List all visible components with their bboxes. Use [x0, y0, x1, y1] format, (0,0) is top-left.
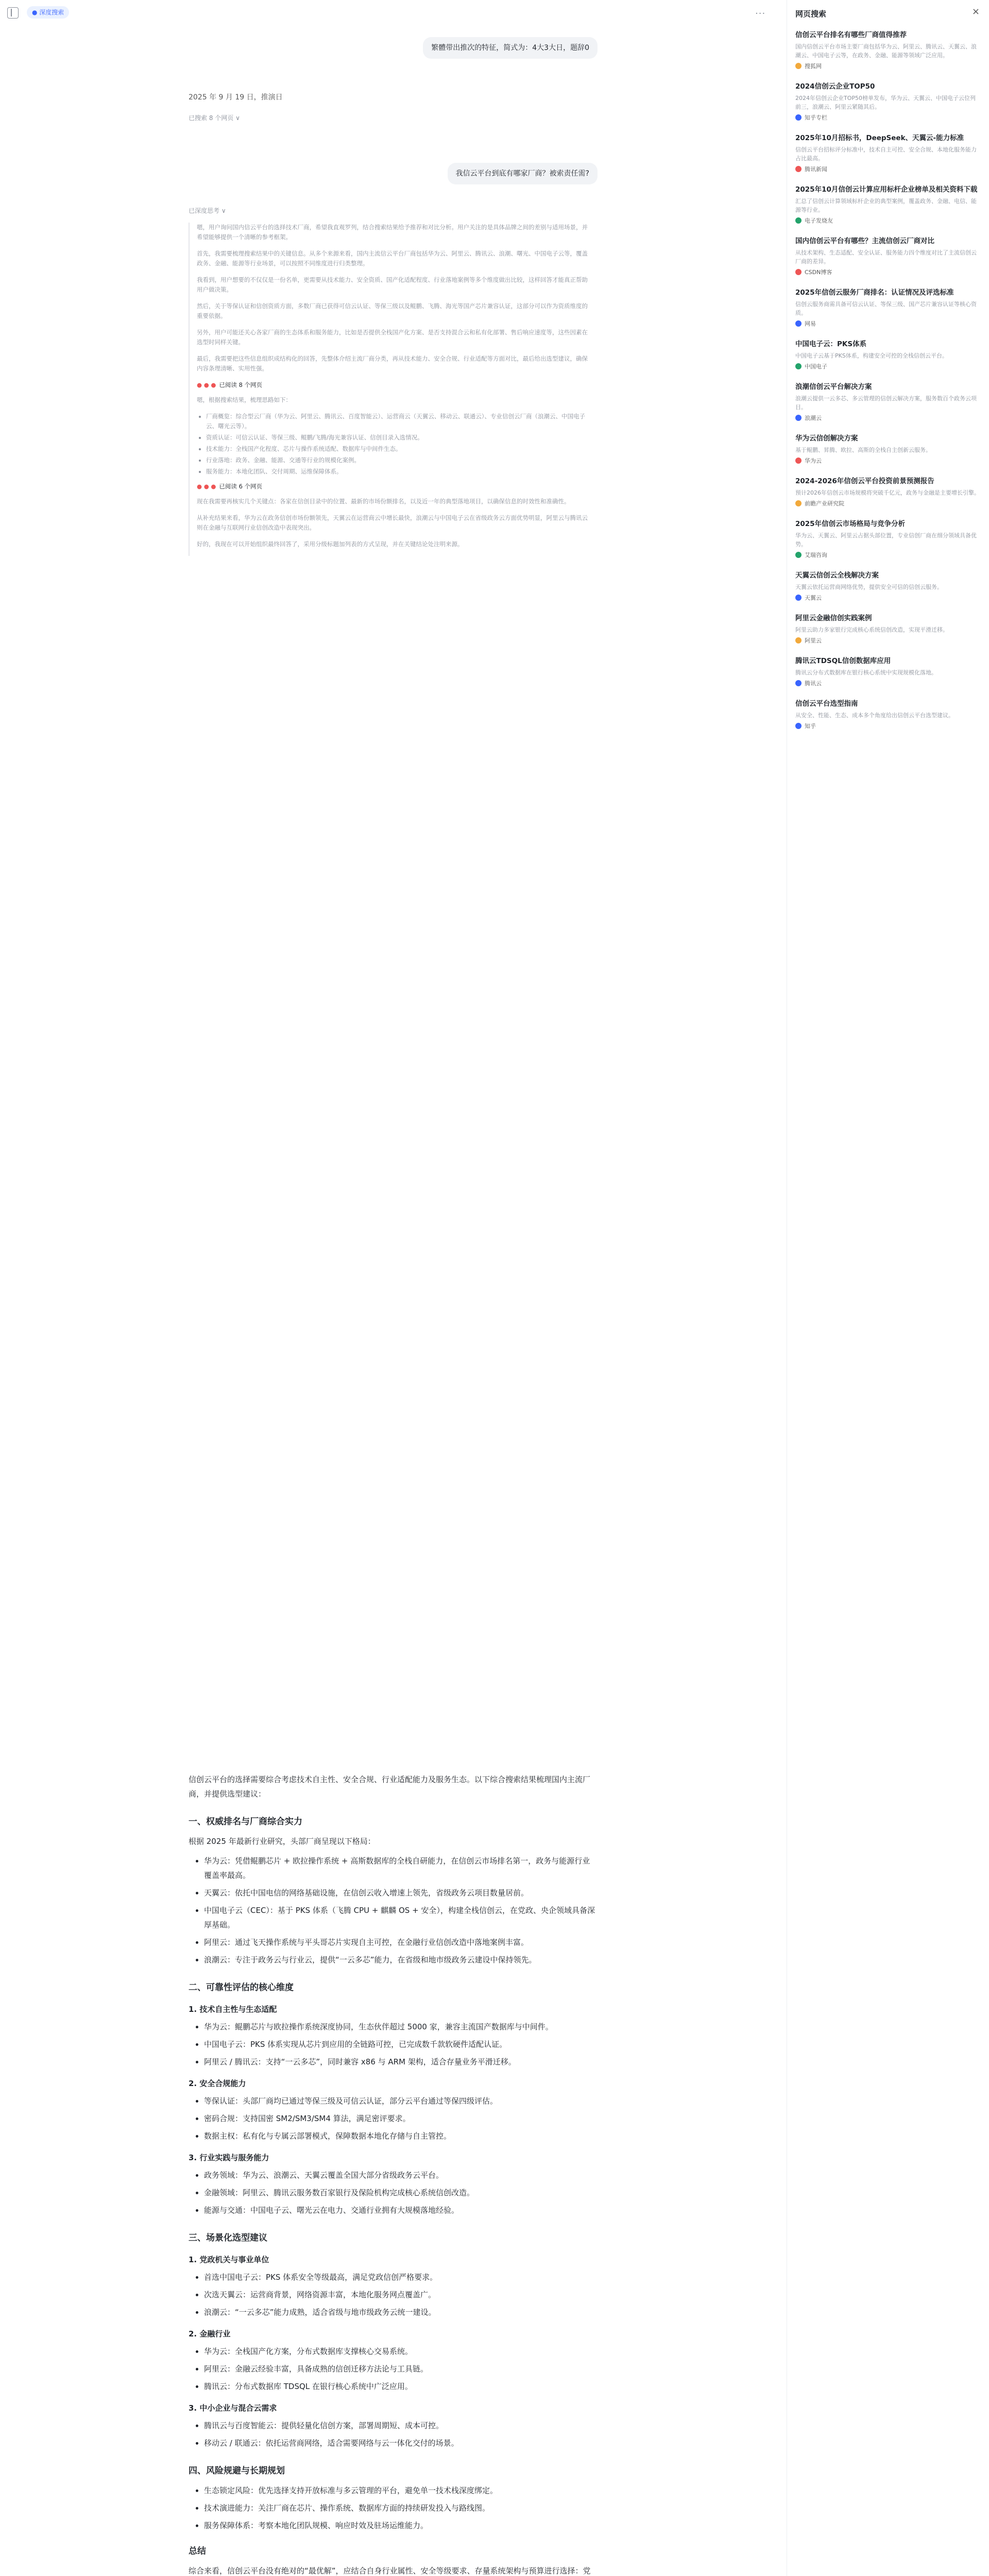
reference-source — [795, 319, 981, 328]
reference-card[interactable] — [795, 433, 981, 465]
reference-source — [795, 499, 981, 507]
subsection-heading: 2. 安全合规能力 — [189, 2079, 246, 2088]
list-item: • 金融领域：阿里云、腾讯云服务数百家银行及保险机构完成核心系统信创改造。 — [204, 2185, 595, 2200]
search-results-panel — [787, 0, 989, 2576]
source-favicon-icon — [795, 363, 802, 369]
section-list — [204, 2344, 595, 2394]
summary-text: 综合来看，信创云平台没有绝对的“最优解”，应结合自身行业属性、安全等级要求、存量系统架构与预算进行选择：党 — [189, 2566, 591, 2575]
reference-title[interactable]: 腾讯云TDSQL信创数据库应用 — [795, 657, 891, 665]
think-paragraph: 现在我需要再核实几个关键点：各家在信创目录中的位置、最新的市场份额排名，以及近一年的典型落地项目，以确保信息的时效性和准确性。 — [197, 498, 570, 505]
reference-card[interactable] — [795, 287, 981, 328]
reference-source — [795, 268, 981, 276]
source-favicon-icon — [795, 63, 802, 69]
think-paragraph: 另外，用户可能还关心各家厂商的生态体系和服务能力，比如是否提供全栈国产化方案、是否支持混合云和私有化部署、售后响应速度等，这些因素在选型时同样关键。 — [197, 329, 588, 346]
reference-title[interactable]: 2025年信创云市场格局与竞争分析 — [795, 520, 906, 528]
list-item: • 移动云 / 联通云：依托运营商网络，适合需要网络与云一体化交付的场景。 — [204, 2436, 595, 2450]
reference-snippet: 中国电子云基于PKS体系，构建安全可控的全栈信创云平台。 — [795, 352, 948, 359]
sidebar-toggle-icon[interactable] — [7, 7, 19, 19]
reference-title[interactable]: 信创云平台选型指南 — [795, 700, 858, 708]
subsection-heading: 1. 技术自主性与生态适配 — [189, 2005, 277, 2014]
reference-snippet: 信创云服务商需具备可信云认证、等保三级、国产芯片兼容认证等核心资质。 — [795, 301, 977, 316]
reference-source — [795, 594, 981, 602]
section-heading: 二、可靠性评估的核心维度 — [189, 1982, 294, 1993]
section-list — [204, 1854, 595, 1967]
reference-title[interactable]: 浪潮信创云平台解决方案 — [795, 383, 872, 391]
section-heading: 三、场景化选型建议 — [189, 2233, 267, 2243]
source-favicon-icon — [795, 217, 802, 224]
section-list — [204, 2168, 595, 2217]
think-paragraph: 好的，我现在可以开始组织最终回答了，采用分级标题加列表的方式呈现，并在关键结论处注明来源。 — [197, 540, 464, 548]
list-item: • 天翼云：依托中国电信的网络基础设施，在信创云收入增速上领先，省级政务云项目数量居前。 — [204, 1886, 595, 1900]
reference-snippet: 阿里云助力多家银行完成核心系统信创改造，实现平滑迁移。 — [795, 626, 948, 633]
reference-title[interactable]: 2024-2026年信创云平台投资前景预测报告 — [795, 477, 934, 485]
reference-card[interactable] — [795, 184, 981, 225]
reference-snippet: 从技术架构、生态适配、安全认证、服务能力四个维度对比了主流信创云厂商的差异。 — [795, 249, 977, 265]
source-favicon-icon — [795, 166, 802, 172]
list-item: • 等保认证：头部厂商均已通过等保三级及可信云认证，部分云平台通过等保四级评估。 — [204, 2094, 595, 2108]
deep-search-pill[interactable]: ● 深度搜索 — [27, 6, 69, 19]
source-name: 天翼云 — [805, 595, 822, 601]
reference-source — [795, 216, 981, 225]
reference-card[interactable] — [795, 476, 981, 507]
subsection-heading: 2. 金融行业 — [189, 2329, 231, 2338]
reference-source — [795, 722, 981, 730]
source-name: 网易 — [805, 320, 816, 327]
list-item: • 阿里云 / 腾讯云：支持“一云多芯”，同时兼容 x86 与 ARM 架构，适合存量业务平滑迁移。 — [204, 2055, 595, 2069]
list-item: • 阿里云：通过飞天操作系统与平头哥芯片实现自主可控，在金融行业信创改造中落地案例丰富。 — [204, 1935, 595, 1950]
source-name: 腾讯新闻 — [805, 166, 827, 173]
section-list — [204, 2483, 595, 2533]
list-item: • 厂商概览：综合型云厂商（华为云、阿里云、腾讯云、百度智能云）、运营商云（天翼云、移动云、联通云）、专业信创云厂商（浪潮云、中国电子云、曙光云等）。 — [206, 412, 590, 431]
reference-title[interactable]: 中国电子云：PKS体系 — [795, 340, 867, 348]
search-summary-toggle[interactable]: 已搜索 8 个网页 ∨ — [189, 114, 240, 122]
close-icon[interactable]: × — [971, 6, 980, 17]
reference-card[interactable] — [795, 81, 981, 122]
reference-snippet: 浪潮云提供一云多芯、多云管理的信创云解决方案，服务数百个政务云项目。 — [795, 395, 977, 411]
source-favicon-icon — [795, 500, 802, 506]
reference-title[interactable]: 2024信创云企业TOP50 — [795, 82, 875, 91]
list-item: • 数据主权：私有化与专属云部署模式，保障数据本地化存储与自主管控。 — [204, 2129, 595, 2143]
list-item: • 浪潮云：“一云多芯”能力成熟，适合省级与地市级政务云统一建设。 — [204, 2305, 595, 2319]
reference-source — [795, 456, 981, 465]
list-item: • 浪潮云：专注于政务云与行业云，提供“一云多芯”能力，在省级和地市级政务云建设中保持领先。 — [204, 1953, 595, 1967]
reference-snippet: 腾讯云分布式数据库在银行核心系统中实现规模化落地。 — [795, 669, 937, 676]
reference-title[interactable]: 天翼云信创云全栈解决方案 — [795, 571, 879, 580]
source-favicons-icon: ● ● ● — [197, 381, 216, 388]
source-name: 阿里云 — [805, 637, 822, 644]
summary-heading: 总结 — [189, 2546, 206, 2556]
source-favicon-icon — [795, 415, 802, 421]
source-favicons-icon: ● ● ● — [197, 483, 216, 490]
reference-snippet: 华为云、天翼云、阿里云占据头部位置，专业信创厂商在细分领域具备优势。 — [795, 532, 977, 548]
source-favicon-icon — [795, 723, 802, 729]
section-list — [204, 2418, 595, 2450]
read-pages-chip[interactable] — [197, 482, 262, 492]
source-name: 中国电子 — [805, 363, 827, 370]
list-item: • 服务能力：本地化团队、交付周期、运维保障体系。 — [206, 467, 590, 477]
section-list — [204, 2094, 595, 2143]
think-paragraph: 首先，我需要梳理搜索结果中的关键信息。从多个来源来看，国内主流信云平台厂商包括华为云、阿里云、腾讯云、浪潮、曙光、中国电子云等，覆盖政务、金融、能源等行业场景，可以按照不同维度进行归类整理。 — [197, 250, 588, 267]
reference-card[interactable] — [795, 613, 981, 645]
think-paragraph: 嗯，用户询问国内信云平台的选择技术厂商，希望我直观罗列，结合搜索结果给予推荐和对比分析。用户关注的是具体品牌之间的差别与适用场景，并希望能够提供一个清晰的参考框架。 — [197, 224, 588, 241]
panel-title: 网页搜索 — [795, 9, 827, 19]
reference-title[interactable]: 国内信创云平台有哪些？主流信创云厂商对比 — [795, 237, 934, 245]
list-item: • 腾讯云与百度智能云：提供轻量化信创方案，部署周期短、成本可控。 — [204, 2418, 595, 2433]
source-name: CSDN博客 — [805, 269, 832, 276]
think-paragraph: 最后，我需要把这些信息组织成结构化的回答，先整体介绍主流厂商分类，再从技术能力、安全合规、行业适配等方面对比，最后给出选型建议，确保内容条理清晰、实用性强。 — [197, 355, 588, 372]
source-favicon-icon — [795, 552, 802, 558]
reference-title[interactable]: 阿里云金融信创实践案例 — [795, 614, 872, 622]
source-name: 前瞻产业研究院 — [805, 500, 844, 507]
list-item: • 华为云：全栈国产化方案，分布式数据库支撑核心交易系统。 — [204, 2344, 595, 2359]
section-heading: 一、权威排名与厂商综合实力 — [189, 1817, 302, 1827]
subsection-heading: 3. 行业实践与服务能力 — [189, 2153, 269, 2162]
reference-snippet: 2024年信创云企业TOP50榜单发布，华为云、天翼云、中国电子云位列前三，浪潮云、阿里云紧随其后。 — [795, 95, 976, 110]
reference-card[interactable] — [795, 519, 981, 559]
list-item: • 首选中国电子云：PKS 体系安全等级最高，满足党政信创严格要求。 — [204, 2270, 595, 2284]
answer-intro: 信创云平台的选择需要综合考虑技术自主性、安全合规、行业适配能力及服务生态。以下综合搜索结果梳理国内主流厂商，并提供选型建议： — [189, 1775, 591, 1799]
reference-title[interactable]: 2025年10月信创云计算应用标杆企业榜单及相关资料下载 — [795, 185, 978, 194]
reference-source — [795, 551, 981, 559]
section-heading: 四、风险规避与长期规划 — [189, 2466, 285, 2476]
reference-snippet: 信创云平台招标评分标准中，技术自主可控、安全合规、本地化服务能力占比最高。 — [795, 146, 977, 162]
source-name: 华为云 — [805, 457, 822, 464]
source-name: 搜狐网 — [805, 63, 822, 70]
chat-area — [175, 31, 598, 2576]
reference-card[interactable] — [795, 656, 981, 687]
list-item: • 华为云：凭借鲲鹏芯片 + 欧拉操作系统 + 高斯数据库的全栈自研能力，在信创云市场排名第一，政务与能源行业覆盖率最高。 — [204, 1854, 595, 1883]
source-favicon-icon — [795, 114, 802, 121]
read-pages-label: 已阅读 8 个网页 — [219, 381, 263, 388]
source-name: 知乎 — [805, 723, 816, 730]
reference-title[interactable]: 华为云信创解决方案 — [795, 434, 858, 443]
user-message: 我信云平台到底有哪家厂商？被索责任需? — [448, 163, 598, 184]
reference-card[interactable] — [795, 570, 981, 602]
reference-card[interactable] — [795, 339, 981, 370]
top-bar — [0, 0, 752, 25]
source-name: 浪潮云 — [805, 415, 822, 421]
reference-card[interactable] — [795, 236, 981, 276]
section-list — [204, 2270, 595, 2319]
list-item: • 次选天翼云：运营商背景，网络资源丰富，本地化服务网点覆盖广。 — [204, 2287, 595, 2302]
source-name: 腾讯云 — [805, 680, 822, 687]
reference-source — [795, 679, 981, 687]
list-item: • 技术演进能力：关注厂商在芯片、操作系统、数据库方面的持续研发投入与路线图。 — [204, 2501, 595, 2515]
reference-source — [795, 362, 981, 370]
read-pages-chip[interactable] — [197, 380, 262, 390]
source-name: 电子发烧友 — [805, 217, 833, 224]
reference-source — [795, 165, 981, 173]
reference-card[interactable] — [795, 699, 981, 730]
section-intro: 根据 2025 年最新行业研究，头部厂商呈现以下格局： — [189, 1837, 376, 1846]
reference-list — [795, 30, 981, 741]
list-item: • 政务领域：华为云、浪潮云、天翼云覆盖全国大部分省级政务云平台。 — [204, 2168, 595, 2182]
reference-source — [795, 113, 981, 122]
source-favicon-icon — [795, 637, 802, 643]
reference-snippet: 汇总了信创云计算领域标杆企业的典型案例，覆盖政务、金融、电信、能源等行业。 — [795, 198, 977, 213]
list-item: • 中国电子云（CEC）：基于 PKS 体系（飞腾 CPU + 麒麟 OS + 安全），构建全栈信创云，在党政、央企领域具备深厚基础。 — [204, 1903, 595, 1932]
list-item: • 中国电子云：PKS 体系实现从芯片到应用的全链路可控，已完成数千款软硬件适配认证。 — [204, 2037, 595, 2052]
think-paragraph: 从补充结果来看，华为云在政务信创市场份额领先，天翼云在运营商云中增长最快，浪潮云与中国电子云在省级政务云方面优势明显，阿里云与腾讯云则在金融与互联网行业信创改造中表现突出。 — [197, 514, 588, 531]
source-name: 艾瑞咨询 — [805, 552, 827, 558]
think-toggle[interactable]: 已深度思考 ∨ — [189, 207, 226, 214]
more-options-icon[interactable]: ··· — [755, 8, 766, 19]
reference-title[interactable]: 2025年信创云服务厂商排名：认证情况及评选标准 — [795, 289, 954, 297]
think-list — [206, 412, 590, 477]
reference-source — [795, 414, 981, 422]
list-item: • 资质认证：可信云认证、等保三级、鲲鹏/飞腾/海光兼容认证、信创目录入选情况。 — [206, 433, 590, 443]
answer-date: 2025 年 9 月 19 日，推演日 — [189, 93, 283, 101]
reference-snippet: 基于鲲鹏、昇腾、欧拉、高斯的全栈自主创新云服务。 — [795, 447, 931, 453]
source-favicon-icon — [795, 457, 802, 464]
list-item: • 腾讯云：分布式数据库 TDSQL 在银行核心系统中广泛应用。 — [204, 2379, 595, 2394]
source-name: 知乎专栏 — [805, 114, 827, 121]
reference-title[interactable]: 信创云平台排名有哪些厂商值得推荐 — [795, 31, 907, 39]
reference-snippet: 从安全、性能、生态、成本多个角度给出信创云平台选型建议。 — [795, 712, 954, 719]
list-item: • 阿里云：金融云经验丰富，具备成熟的信创迁移方法论与工具链。 — [204, 2362, 595, 2376]
source-favicon-icon — [795, 320, 802, 327]
list-item: • 能源与交通：中国电子云、曙光云在电力、交通行业拥有大规模落地经验。 — [204, 2203, 595, 2217]
reference-card[interactable] — [795, 30, 981, 70]
think-paragraph: 然后，关于等保认证和信创资质方面，多数厂商已获得可信云认证、等保三级以及鲲鹏、飞腾、海光等国产芯片兼容认证，这部分可以作为资质维度的重要依据。 — [197, 302, 588, 319]
think-process — [189, 223, 590, 556]
think-paragraph: 我看到，用户想要的不仅仅是一份名单，更需要从技术能力、安全资质、国产化适配程度、行业落地案例等多个维度做出比较，这样回答才能真正帮助用户做决策。 — [197, 276, 588, 293]
user-message: 繁體带出推次的特征，简式为：4大3大日，题辞0 — [423, 37, 598, 59]
source-favicon-icon — [795, 680, 802, 686]
reference-card[interactable] — [795, 382, 981, 422]
list-item: • 技术能力：全栈国产化程度、芯片与操作系统适配、数据库与中间件生态。 — [206, 444, 590, 454]
list-item: • 密码合规：支持国密 SM2/SM3/SM4 算法，满足密评要求。 — [204, 2111, 595, 2126]
reference-source — [795, 636, 981, 645]
list-item: • 生态锁定风险：优先选择支持开放标准与多云管理的平台，避免单一技术栈深度绑定。 — [204, 2483, 595, 2498]
reference-snippet: 国内信创云平台市场主要厂商包括华为云、阿里云、腾讯云、天翼云、浪潮云、中国电子云等，在政务、金融、能源等领域广泛应用。 — [795, 43, 977, 59]
list-item: • 华为云：鲲鹏芯片与欧拉操作系统深度协同，生态伙伴超过 5000 家，兼容主流国产数据库与中间件。 — [204, 2020, 595, 2034]
reference-source — [795, 62, 981, 70]
reference-snippet: 预计2026年信创云市场规模将突破千亿元，政务与金融是主要增长引擎。 — [795, 489, 980, 496]
subsection-heading: 1. 党政机关与事业单位 — [189, 2255, 269, 2264]
reference-card[interactable] — [795, 133, 981, 173]
reference-title[interactable]: 2025年10月招标书，DeepSeek、天翼云-能力标准 — [795, 134, 964, 142]
think-paragraph: 嗯，根据搜索结果，梳理思路如下： — [197, 396, 292, 403]
subsection-heading: 3. 中小企业与混合云需求 — [189, 2403, 277, 2413]
list-item: • 服务保障体系：考察本地化团队规模、响应时效及驻场运维能力。 — [204, 2518, 595, 2533]
source-favicon-icon — [795, 595, 802, 601]
list-item: • 行业落地：政务、金融、能源、交通等行业的规模化案例。 — [206, 455, 590, 465]
section-list — [204, 2020, 595, 2069]
answer-body — [189, 1772, 595, 2576]
reference-snippet: 天翼云依托运营商网络优势，提供安全可信的信创云服务。 — [795, 584, 943, 590]
source-favicon-icon — [795, 269, 802, 275]
read-pages-label: 已阅读 6 个网页 — [219, 483, 263, 490]
